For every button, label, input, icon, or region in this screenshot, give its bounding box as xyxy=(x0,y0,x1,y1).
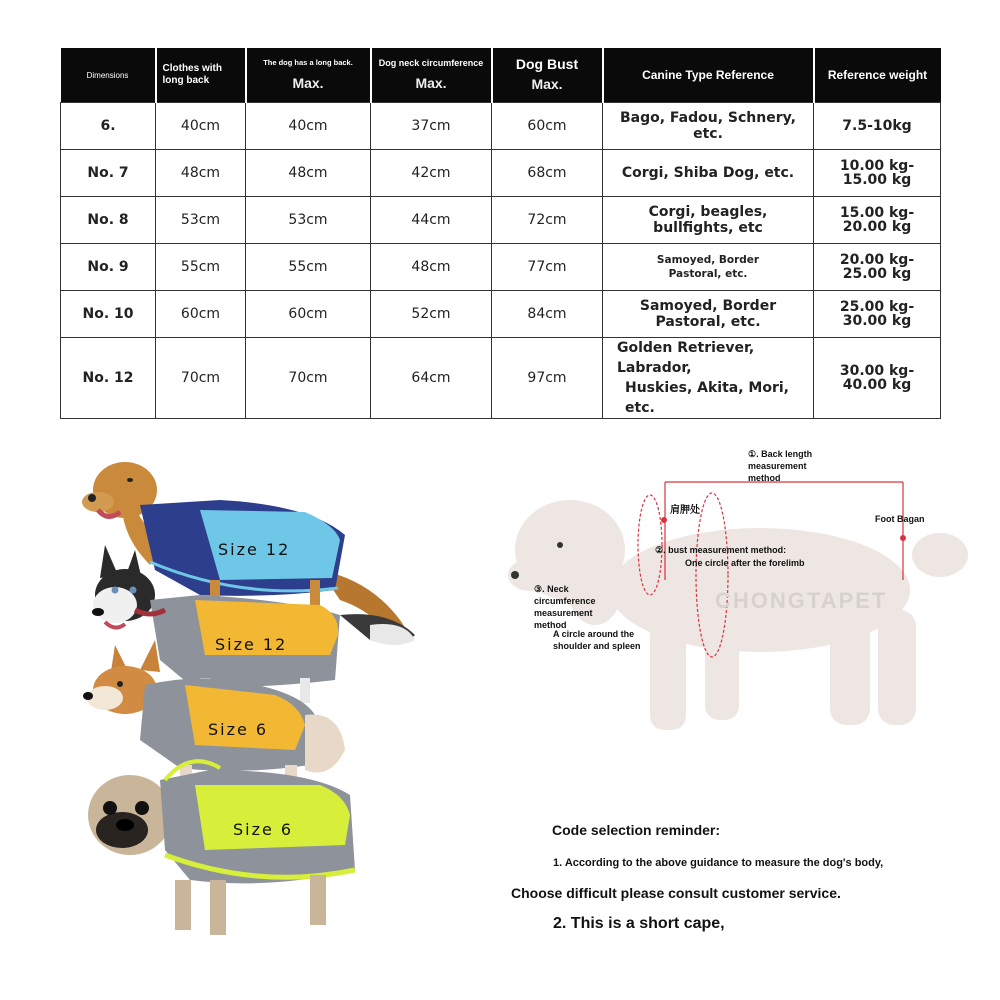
clothes-cell: 70cm xyxy=(156,338,246,419)
header-clothes-back: Clothes with long back xyxy=(156,48,246,103)
back-cell: 55cm xyxy=(246,244,371,291)
poodle-eye xyxy=(557,542,563,548)
type-cell: Corgi, Shiba Dog, etc. xyxy=(603,150,814,197)
back-length-label: ①. Back length measurement method xyxy=(748,449,813,483)
header-bust-max: Max. xyxy=(531,76,563,92)
measurement-diagram xyxy=(500,440,970,770)
neck-cell: 44cm xyxy=(371,197,492,244)
reminder-title: Code selection reminder: xyxy=(552,822,721,838)
bust-cell: 60cm xyxy=(492,103,603,150)
size-cell: No. 8 xyxy=(61,197,156,244)
shoulder-label: 肩胛处 xyxy=(670,505,700,516)
header-long-back-max: Max. xyxy=(292,75,324,91)
dogs-illustration xyxy=(70,450,430,960)
neck-method-label: ③. Neck circumference measurement method xyxy=(534,584,596,630)
foot-bagan-label: Foot Bagan xyxy=(875,514,925,524)
size-cell: No. 12 xyxy=(61,338,156,419)
table-row xyxy=(61,338,941,419)
clothes-cell: 48cm xyxy=(156,150,246,197)
back-cell: 70cm xyxy=(246,338,371,419)
bust-cell: 68cm xyxy=(492,150,603,197)
header-canine-type: Canine Type Reference xyxy=(603,48,814,103)
type-line-1: Golden Retriever, Labrador, xyxy=(617,340,755,376)
header-neck-title: Dog neck circumference xyxy=(378,58,484,68)
neck-cell: 42cm xyxy=(371,150,492,197)
table-row xyxy=(61,291,941,338)
header-long-back xyxy=(246,48,371,103)
bust-cell: 97cm xyxy=(492,338,603,419)
size-chart-table xyxy=(60,48,941,419)
header-long-back-title: The dog has a long back. xyxy=(263,58,353,67)
neck-cell: 48cm xyxy=(371,244,492,291)
neck-cell: 37cm xyxy=(371,103,492,150)
weight-cell: 10.00 kg-15.00 kg xyxy=(814,150,941,197)
clothes-cell: 40cm xyxy=(156,103,246,150)
pug-figure xyxy=(88,761,355,935)
back-cell: 40cm xyxy=(246,103,371,150)
type-cell: Samoyed, Border Pastoral, etc. xyxy=(603,291,814,338)
header-neck xyxy=(371,48,492,103)
bust-desc-label: One circle after the forelimb xyxy=(685,558,805,568)
size-cell: No. 9 xyxy=(61,244,156,291)
header-bust xyxy=(492,48,603,103)
clothes-cell: 53cm xyxy=(156,197,246,244)
size-cell: No. 10 xyxy=(61,291,156,338)
type-text: Samoyed, Border Pastoral, etc. xyxy=(656,254,760,280)
header-neck-max: Max. xyxy=(415,75,447,91)
weight-cell: 30.00 kg-40.00 kg xyxy=(814,338,941,419)
reminder-line-1: 1. According to the above guidance to measure the dog's body, xyxy=(553,857,884,869)
neck-cell: 52cm xyxy=(371,291,492,338)
size-cell: No. 7 xyxy=(61,150,156,197)
size-label-husky: Size 12 xyxy=(215,635,288,654)
clothes-cell: 55cm xyxy=(156,244,246,291)
bust-cell: 72cm xyxy=(492,197,603,244)
bust-cell: 77cm xyxy=(492,244,603,291)
weight-cell: 15.00 kg-20.00 kg xyxy=(814,197,941,244)
neck-cell: 64cm xyxy=(371,338,492,419)
reminder-line-3: 2. This is a short cape, xyxy=(553,915,725,932)
watermark-label: CHONGTAPET xyxy=(715,588,888,613)
table-header-row xyxy=(61,48,941,103)
table-row xyxy=(61,244,941,291)
weight-cell: 20.00 kg-25.00 kg xyxy=(814,244,941,291)
table-row xyxy=(61,150,941,197)
type-cell xyxy=(603,338,814,419)
header-weight: Reference weight xyxy=(814,48,941,103)
size-label-golden: Size 12 xyxy=(218,540,291,559)
bust-cell: 84cm xyxy=(492,291,603,338)
size-cell: 6. xyxy=(61,103,156,150)
type-cell xyxy=(603,244,814,291)
header-bust-title: Dog Bust xyxy=(515,56,579,72)
back-cell: 48cm xyxy=(246,150,371,197)
table-row xyxy=(61,197,941,244)
weight-cell: 7.5-10kg xyxy=(814,103,941,150)
poodle-nose xyxy=(511,571,519,579)
type-line-2: Huskies, Akita, Mori, etc. xyxy=(625,380,789,416)
size-label-corgi: Size 6 xyxy=(208,720,269,739)
bust-method-label: ②. bust measurement method: xyxy=(655,545,787,555)
back-cell: 60cm xyxy=(246,291,371,338)
reminder-line-2: Choose difficult please consult customer service. xyxy=(511,885,841,901)
neck-desc-label: A circle around the shoulder and spleen xyxy=(553,629,641,651)
weight-cell: 25.00 kg-30.00 kg xyxy=(814,291,941,338)
size-label-pug: Size 6 xyxy=(233,820,294,839)
type-cell: Bago, Fadou, Schnery, etc. xyxy=(603,103,814,150)
type-cell: Corgi, beagles, bullfights, etc xyxy=(603,197,814,244)
dog-raincoat-collage xyxy=(70,450,430,960)
header-dimensions: Dimensions xyxy=(61,48,156,103)
clothes-cell: 60cm xyxy=(156,291,246,338)
back-cell: 53cm xyxy=(246,197,371,244)
table-row xyxy=(61,103,941,150)
